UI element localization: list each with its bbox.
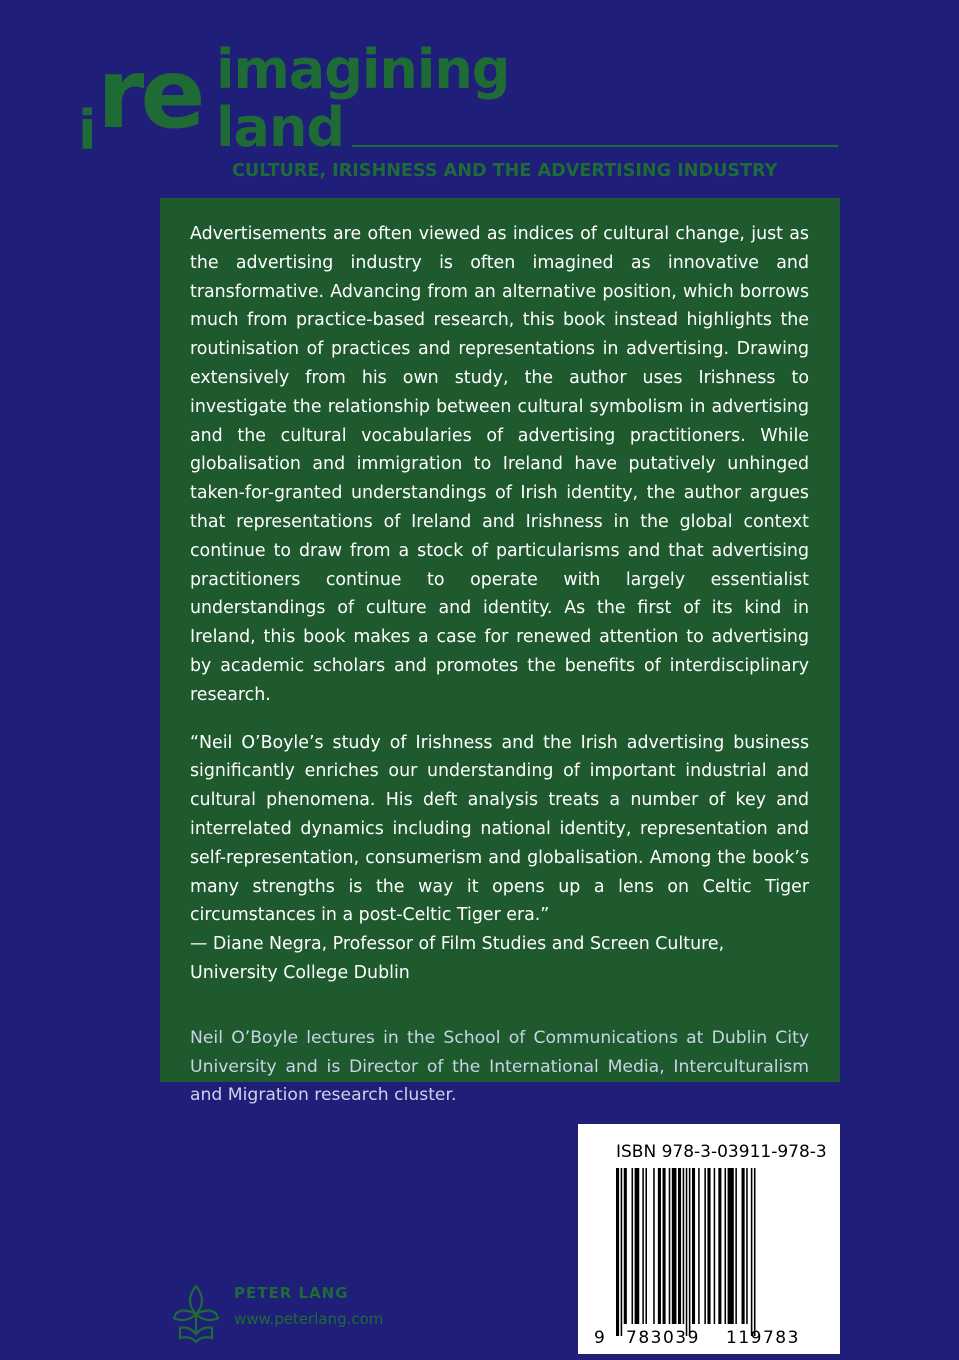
title-logo <box>0 0 959 200</box>
title-rule <box>352 145 838 147</box>
barcode-bar <box>635 1168 640 1324</box>
barcode-bar <box>686 1168 688 1336</box>
review-quote: “Neil O’Boyle’s study of Irishness and the Irish advertising business significantly enriches our understanding of important industrial and cultural phenomena. His deft analysis treats a number of key and interrelated dynamics including national identity, representation and self-representation, consumerism and globalisation. Among the book’s many strengths is the way it opens up a lens on Celtic Tiger circumstances in a post-Celtic Tiger era.” <box>190 732 809 926</box>
barcode-bar <box>714 1168 716 1324</box>
publisher-url: www.peterlang.com <box>234 1310 384 1328</box>
barcode-bar <box>624 1168 627 1324</box>
barcode-bar <box>751 1168 753 1336</box>
publisher-name: PETER LANG <box>234 1284 349 1302</box>
barcode-bars <box>616 1168 812 1336</box>
barcode-bar <box>658 1168 661 1324</box>
title-letter-i: i <box>78 99 97 162</box>
barcode-digit-lead: 9 <box>594 1328 605 1348</box>
barcode-digits-right: 119783 <box>726 1328 800 1348</box>
barcode-bar <box>689 1168 691 1336</box>
barcode-bar <box>669 1168 671 1324</box>
barcode-bar <box>754 1168 756 1336</box>
barcode-bar <box>718 1168 721 1324</box>
barcode-bar <box>707 1168 710 1324</box>
quote-attribution-line-2: University College Dublin <box>190 962 410 983</box>
blurb-text-column <box>190 220 809 1110</box>
author-bio: Neil O’Boyle lectures in the School of Communications at Dublin City University and is Director of the International Media, Interculturalism and Migration research cluster. <box>190 1027 809 1106</box>
barcode-bar <box>683 1168 685 1324</box>
peter-lang-logo-icon <box>166 1278 226 1348</box>
isbn-label: ISBN 978-3-03911-978-3 <box>616 1142 827 1162</box>
barcode-bar <box>616 1168 619 1336</box>
book-description: Advertisements are often viewed as indices of cultural change, just as the advertising industry is often imagined as innovative and transformative. Advancing from an alternative position, which borrows much from practice-based research, this book instead highlights the routinisation of practices and representations in advertising. Drawing extensively from his own study, the author uses Irishness to investigate the relationship between cultural symbolism in advertising and the cultural vocabularies of advertising practitioners. While globalisation and immigration to Ireland have putatively unhinged taken-for-granted understandings of Irish identity, the author argues that representations of Ireland and Irishness in the global context continue to draw from a stock of particularisms and that advertising practitioners continue to operate with largely essentialist understandings of culture and identity. As the first of its kind in Ireland, this book makes a case for renewed attention to advertising by academic scholars and promotes the benefits of interdisciplinary research. <box>190 224 809 705</box>
barcode-bar <box>735 1168 737 1324</box>
book-subtitle: CULTURE, IRISHNESS AND THE ADVERTISING INDUSTRY <box>232 161 778 181</box>
quote-attribution-line-1: — Diane Negra, Professor of Film Studies and Screen Culture, <box>190 934 725 955</box>
title-word-imagining: imagining <box>216 38 510 101</box>
barcode-bar <box>742 1168 745 1324</box>
barcode-bar <box>663 1168 666 1324</box>
barcode-bar <box>698 1168 700 1324</box>
barcode-bar <box>621 1168 623 1336</box>
barcode-bar <box>645 1168 647 1324</box>
barcode-bar <box>653 1168 655 1324</box>
isbn-barcode <box>578 1124 840 1354</box>
barcode-bar <box>632 1168 634 1324</box>
barcode-bar <box>678 1168 681 1324</box>
barcode-bar <box>746 1168 748 1324</box>
barcode-bar <box>692 1168 695 1324</box>
barcode-bar <box>704 1168 706 1324</box>
barcode-bar <box>725 1168 727 1324</box>
barcode-digits-left: 783039 <box>626 1328 700 1348</box>
blurb-panel <box>160 198 840 1106</box>
barcode-bar <box>642 1168 644 1324</box>
barcode-bar <box>672 1168 677 1324</box>
barcode-bar <box>728 1168 734 1324</box>
title-word-land: land <box>216 96 345 159</box>
title-letters-re: re <box>97 38 202 150</box>
